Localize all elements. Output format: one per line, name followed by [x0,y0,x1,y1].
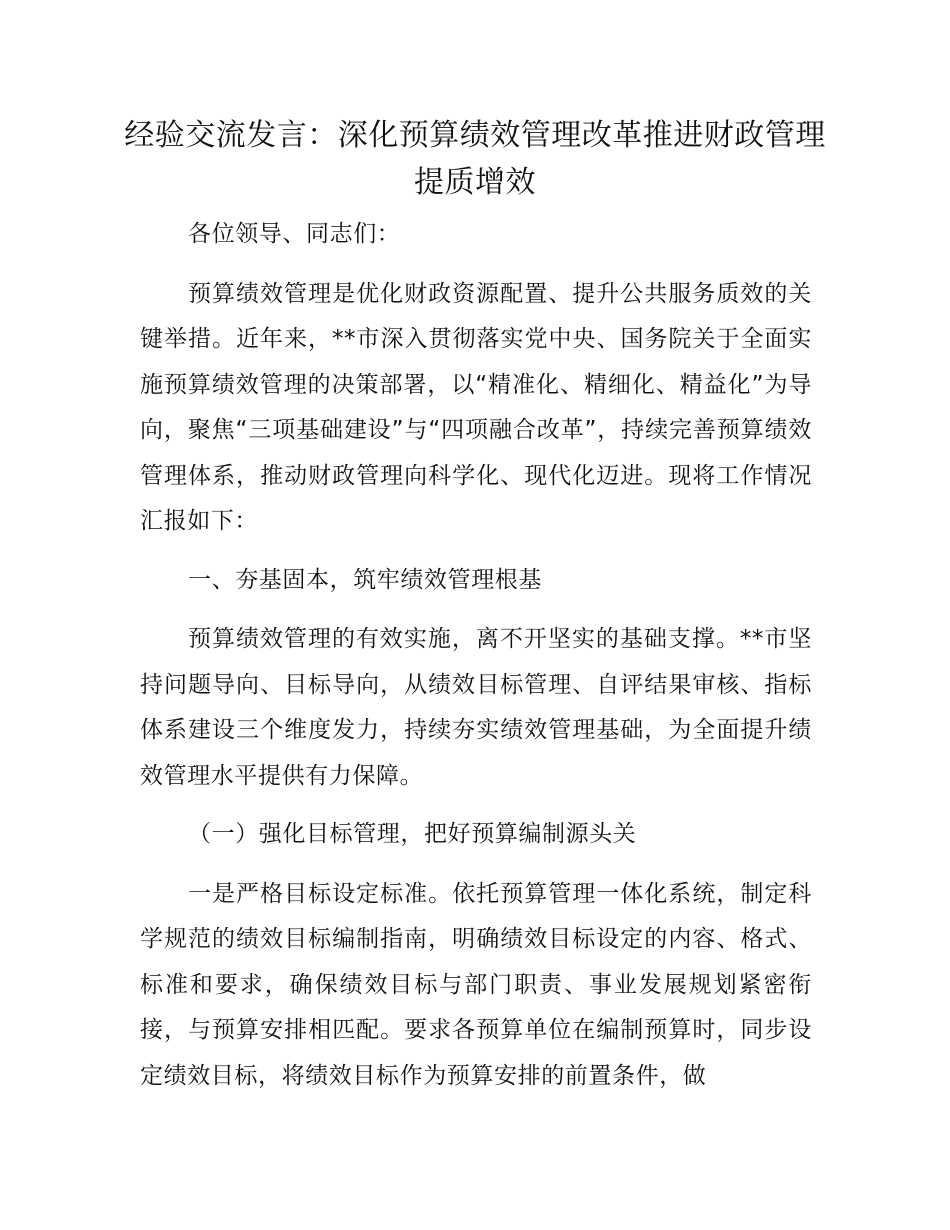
document-body [140,212,812,1112]
intro-paragraph: 预算绩效管理是优化财政资源配置、提升公共服务质效的关键举措。近年来，**市深入贯彻落实党中央、国务院关于全面实施预算绩效管理的决策部署，以“精准化、精细化、精益化”为导向，聚焦“三项基础建设”与“四项融合改革”，持续完善预算绩效管理体系，推动财政管理向科学化、现代化迈进。现将工作情况汇报如下： [140,280,812,534]
subsection-heading-1: （一）强化目标管理，把好预算编制源头关 [188,821,637,847]
subsection-1-paragraph: 一是严格目标设定标准。依托预算管理一体化系统，制定科学规范的绩效目标编制指南，明确绩效目标设定的内容、格式、标准和要求，确保绩效目标与部门职责、事业发展规划紧密衔接，与预算安排相匹配。要求各预算单位在编制预算时，同步设定绩效目标，将绩效目标作为预算安排的前置条件，做 [140,880,812,1089]
section-1-paragraph: 预算绩效管理的有效实施，离不开坚实的基础支撑。**市坚持问题导向、目标导向，从绩效目标管理、自评结果审核、指标体系建设三个维度发力，持续夯实绩效管理基础，为全面提升绩效管理水平提供有力保障。 [140,626,812,789]
section-heading-1: 一、夯基固本，筑牢绩效管理根基 [188,566,542,593]
greeting-paragraph: 各位领导、同志们： [188,221,401,247]
document-title: 经验交流发言：深化预算绩效管理改革推进财政管理提质增效 [124,118,826,200]
